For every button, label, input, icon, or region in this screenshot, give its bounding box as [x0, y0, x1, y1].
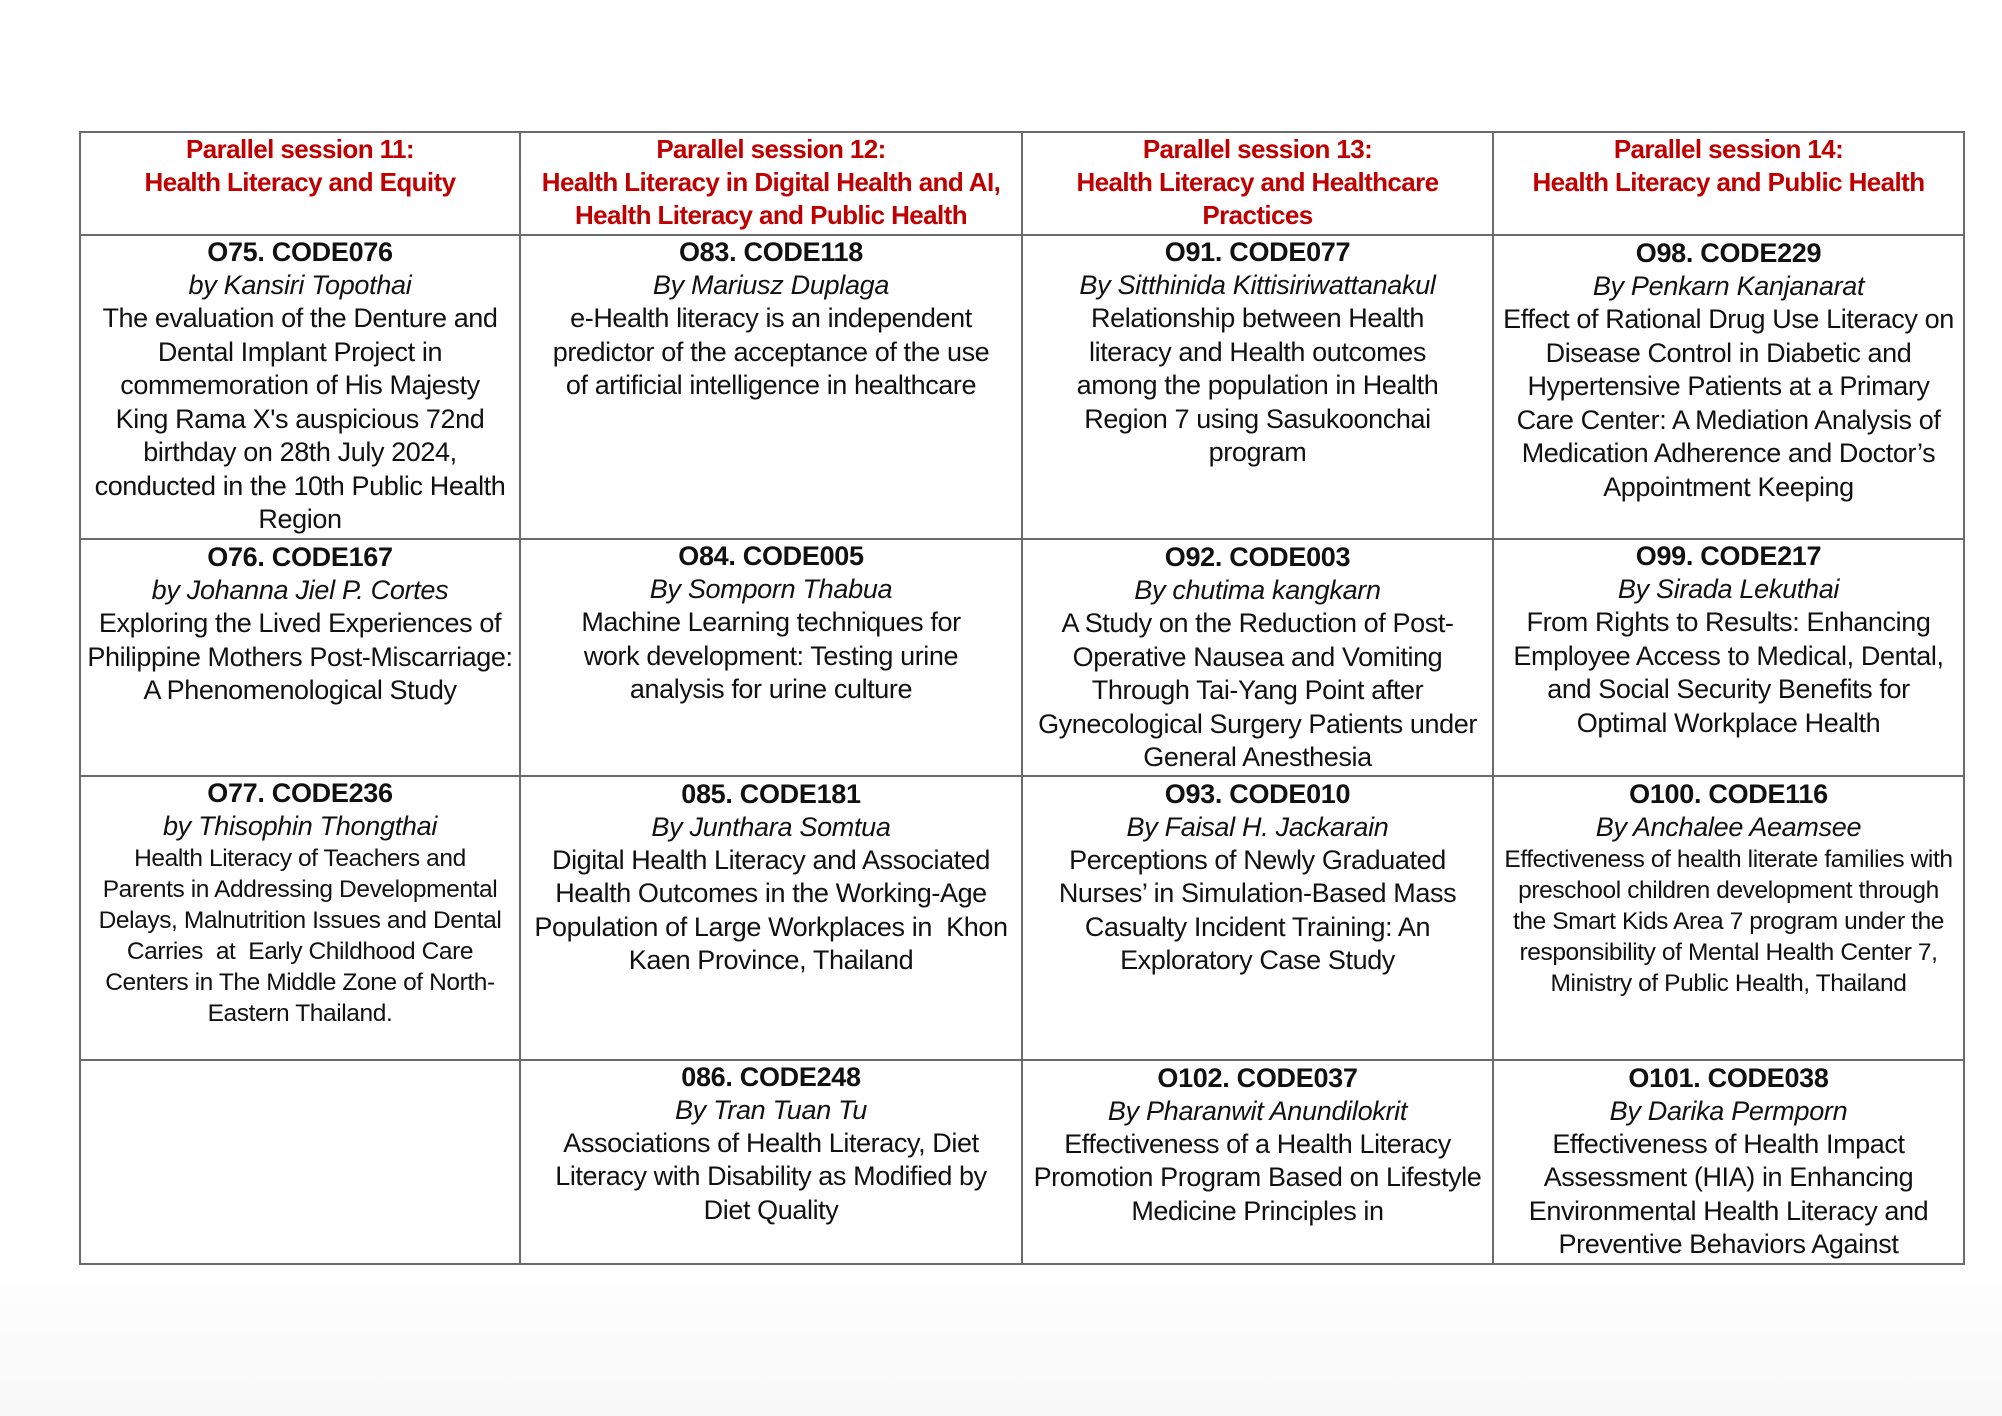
- session-heading: Parallel session 11:: [186, 134, 414, 164]
- presentation-title: e-Health literacy is an independent predictor of the acceptance of the use of artificial intelligence in healthcare: [552, 303, 990, 400]
- presentation-code: O83. CODE118: [678, 237, 863, 267]
- presentation-cell: [520, 1060, 1022, 1264]
- presentation-cell: [1493, 235, 1964, 539]
- presentation-code: O101. CODE038: [1628, 1062, 1829, 1093]
- session-topic: Health Literacy and Equity: [144, 167, 456, 197]
- session-header-row: [80, 132, 1964, 235]
- presentation-cell: [1022, 776, 1493, 1060]
- presentation-title: Relationship between Health literacy and Health outcomes among the population in Health Region 7 using Sasukoonchai program: [1076, 303, 1439, 467]
- session-header-13: [1022, 132, 1493, 235]
- presentation-author: By Faisal H. Jackarain: [1126, 811, 1389, 842]
- presentation-author: By Tran Tuan Tu: [674, 1094, 868, 1125]
- presentation-code: O92. CODE003: [1164, 542, 1351, 572]
- empty-cell: [80, 1060, 520, 1264]
- presentation-cell: [520, 235, 1022, 539]
- session-header-11: [80, 132, 520, 235]
- session-heading: Parallel session 12:: [656, 134, 886, 164]
- presentation-cell: [1493, 1060, 1964, 1264]
- presentation-title: Health Literacy of Teachers and Parents in Addressing Developmental Delays, Malnutrition Issues and Dental Carries at Early Childhood Care Centers in The Middle Zone of North-Eastern Thailand.: [98, 844, 508, 1027]
- presentation-title: Effectiveness of health literate families with preschool children development through the Smart Kids Area 7 program under the responsibility of Mental Health Center 7, Ministry of Public Health, Thailand: [1504, 845, 1953, 997]
- table-row: [80, 776, 1964, 1060]
- presentation-code: O93. CODE010: [1164, 778, 1351, 809]
- presentation-title: The evaluation of the Denture and Dental Implant Project in commemoration of His Majesty King Rama X's auspicious 72nd birthday on 28th July 2024, conducted in the 10th Public Health Region: [94, 303, 506, 534]
- presentation-code: O99. CODE217: [1635, 541, 1822, 571]
- presentation-title: Machine Learning techniques for work development: Testing urine analysis for urine culture: [581, 607, 961, 704]
- presentation-title: Associations of Health Literacy, Diet Literacy with Disability as Modified by Diet Quality: [555, 1127, 987, 1225]
- presentation-author: By Penkarn Kanjanarat: [1592, 271, 1865, 301]
- presentation-author: By Sitthinida Kittisiriwattanakul: [1079, 270, 1436, 300]
- presentation-code: O100. CODE116: [1629, 778, 1828, 809]
- session-heading: Parallel session 13:: [1142, 134, 1373, 164]
- presentation-title: Digital Health Literacy and Associated Health Outcomes in the Working-Age Population of Large Workplaces in Khon Kaen Province, Thailand: [534, 844, 1015, 975]
- session-topic: Health Literacy and Public Health: [1532, 167, 1925, 197]
- presentation-code: 085. CODE181: [681, 778, 861, 809]
- presentation-cell: [80, 539, 520, 776]
- presentation-title: From Rights to Results: Enhancing Employee Access to Medical, Dental, and Social Security Benefits for Optimal Workplace Health: [1513, 607, 1944, 738]
- presentation-cell: [80, 776, 520, 1060]
- table-row: [80, 539, 1964, 776]
- presentation-title: Effectiveness of a Health Literacy Promotion Program Based on Lifestyle Medicine Principles in: [1033, 1128, 1482, 1226]
- presentation-title: Effect of Rational Drug Use Literacy on Disease Control in Diabetic and Hypertensive Patients at a Primary Care Center: A Mediation Analysis of Medication Adherence and Doctor’s Appointment Keeping: [1503, 304, 1954, 502]
- presentation-author: By Darika Permporn: [1609, 1095, 1848, 1126]
- parallel-sessions-table: [79, 131, 1965, 1265]
- presentation-author: By Pharanwit Anundilokrit: [1107, 1095, 1408, 1126]
- schedule-page: [79, 131, 1963, 1265]
- presentation-author: By chutima kangkarn: [1134, 575, 1381, 605]
- presentation-code: O76. CODE167: [207, 542, 393, 572]
- presentation-code: O77. CODE236: [207, 777, 393, 808]
- presentation-code: O84. CODE005: [678, 541, 864, 571]
- presentation-title: A Study on the Reduction of Post-Operative Nausea and Vomiting Through Tai-Yang Point after Gynecological Surgery Patients under General Anesthesia: [1038, 608, 1477, 772]
- presentation-code: O102. CODE037: [1157, 1062, 1358, 1093]
- presentation-code: O91. CODE077: [1164, 237, 1351, 267]
- presentation-cell: [520, 776, 1022, 1060]
- presentation-code: 086. CODE248: [681, 1061, 861, 1092]
- presentation-code: O75. CODE076: [207, 237, 393, 267]
- presentation-cell: [1022, 1060, 1493, 1264]
- presentation-cell: [1493, 539, 1964, 776]
- table-row: [80, 1060, 1964, 1264]
- presentation-cell: [1022, 539, 1493, 776]
- presentation-author: By Junthara Somtua: [651, 811, 891, 842]
- presentation-cell: [1022, 235, 1493, 539]
- presentation-author: By Anchalee Aeamsee: [1595, 811, 1862, 842]
- session-topic: Health Literacy and Healthcare Practices: [1076, 167, 1439, 230]
- presentation-code: O98. CODE229: [1635, 238, 1822, 268]
- presentation-cell: [520, 539, 1022, 776]
- presentation-author: by Johanna Jiel P. Cortes: [151, 575, 449, 605]
- presentation-author: by Thisophin Thongthai: [162, 810, 438, 841]
- presentation-cell: [1493, 776, 1964, 1060]
- presentation-author: By Mariusz Duplaga: [652, 270, 890, 300]
- presentation-title: Perceptions of Newly Graduated Nurses’ in Simulation-Based Mass Casualty Incident Training: An Exploratory Case Study: [1058, 844, 1457, 975]
- presentation-author: By Somporn Thabua: [649, 574, 893, 604]
- table-row: [80, 235, 1964, 539]
- presentation-title: Exploring the Lived Experiences of Philippine Mothers Post-Miscarriage: A Phenomenological Study: [87, 608, 513, 705]
- session-heading: Parallel session 14:: [1613, 134, 1844, 164]
- session-topic: Health Literacy in Digital Health and AI, Health Literacy and Public Health: [541, 167, 1001, 230]
- session-header-12: [520, 132, 1022, 235]
- presentation-title: Effectiveness of Health Impact Assessment (HIA) in Enhancing Environmental Health Literacy and Preventive Behaviors Against: [1528, 1128, 1929, 1259]
- session-header-14: [1493, 132, 1964, 235]
- presentation-cell: [80, 235, 520, 539]
- presentation-author: By Sirada Lekuthai: [1617, 574, 1840, 604]
- presentation-author: by Kansiri Topothai: [188, 270, 412, 300]
